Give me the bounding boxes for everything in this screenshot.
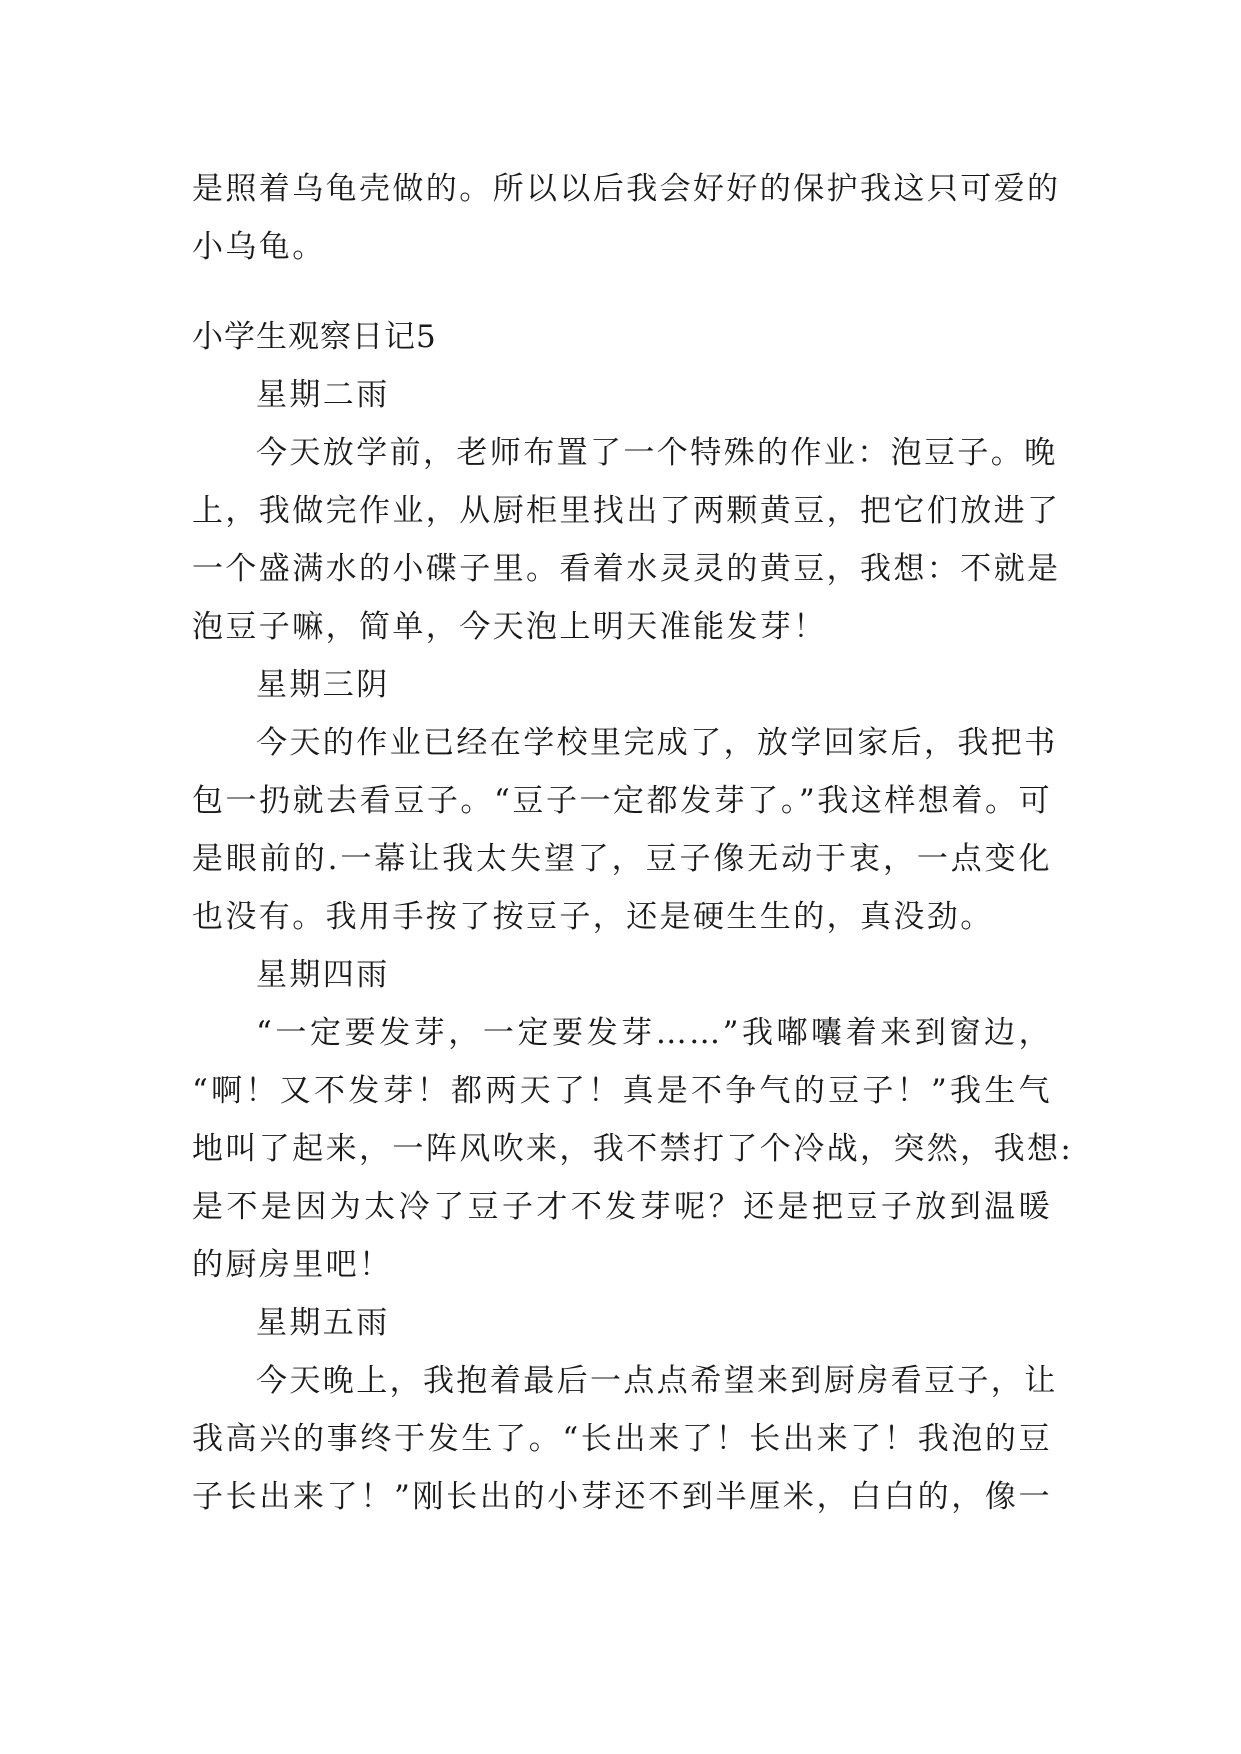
paragraph-line: 泡豆子嘛，简单，今天泡上明天准能发芽！ — [192, 609, 827, 645]
paragraph-line: 子长出来了！”刚长出的小芽还不到半厘米，白白的，像一 — [192, 1479, 1052, 1515]
day-weather-heading: 星期二雨 — [256, 377, 390, 413]
paragraph-line: “一定要发芽，一定要发芽……”我嘟囔着来到窗边， — [256, 1015, 1052, 1051]
paragraph-line: 包一扔就去看豆子。“豆子一定都发芽了。”我这样想着。可 — [192, 783, 1052, 819]
paragraph-line: 是眼前的.一幕让我太失望了，豆子像无动于衷，一点变化 — [192, 841, 1052, 877]
paragraph-line: “啊！又不发芽！都两天了！真是不争气的豆子！”我生气 — [192, 1073, 1052, 1109]
paragraph-line: 今天放学前，老师布置了一个特殊的作业：泡豆子。晚 — [256, 435, 1058, 471]
day-weather-heading: 星期五雨 — [256, 1305, 390, 1341]
section-title: 小学生观察日记5 — [192, 319, 437, 355]
day-weather-heading: 星期四雨 — [256, 957, 390, 993]
document-body — [192, 160, 1074, 1526]
paragraph-line: 的厨房里吧！ — [192, 1247, 393, 1283]
paragraph-line: 一个盛满水的小碟子里。看着水灵灵的黄豆，我想：不就是 — [192, 551, 1061, 587]
paragraph-line: 也没有。我用手按了按豆子，还是硬生生的，真没劲。 — [192, 899, 994, 935]
paragraph-line: 小乌龟。 — [192, 229, 326, 265]
paragraph-line: 今天的作业已经在学校里完成了，放学回家后，我把书 — [256, 725, 1058, 761]
paragraph-line: 上，我做完作业，从厨柜里找出了两颗黄豆，把它们放进了 — [192, 493, 1061, 529]
paragraph-line: 我高兴的事终于发生了。“长出来了！长出来了！我泡的豆 — [192, 1421, 1052, 1457]
day-weather-heading: 星期三阴 — [256, 667, 390, 703]
paragraph-line: 是不是因为太冷了豆子才不发芽呢？还是把豆子放到温暖 — [192, 1189, 1052, 1225]
paragraph-line: 地叫了起来，一阵风吹来，我不禁打了个冷战，突然，我想: — [192, 1131, 1074, 1167]
paragraph-line: 今天晚上，我抱着最后一点点希望来到厨房看豆子，让 — [256, 1363, 1058, 1399]
paragraph-line: 是照着乌龟壳做的。所以以后我会好好的保护我这只可爱的 — [192, 171, 1061, 207]
